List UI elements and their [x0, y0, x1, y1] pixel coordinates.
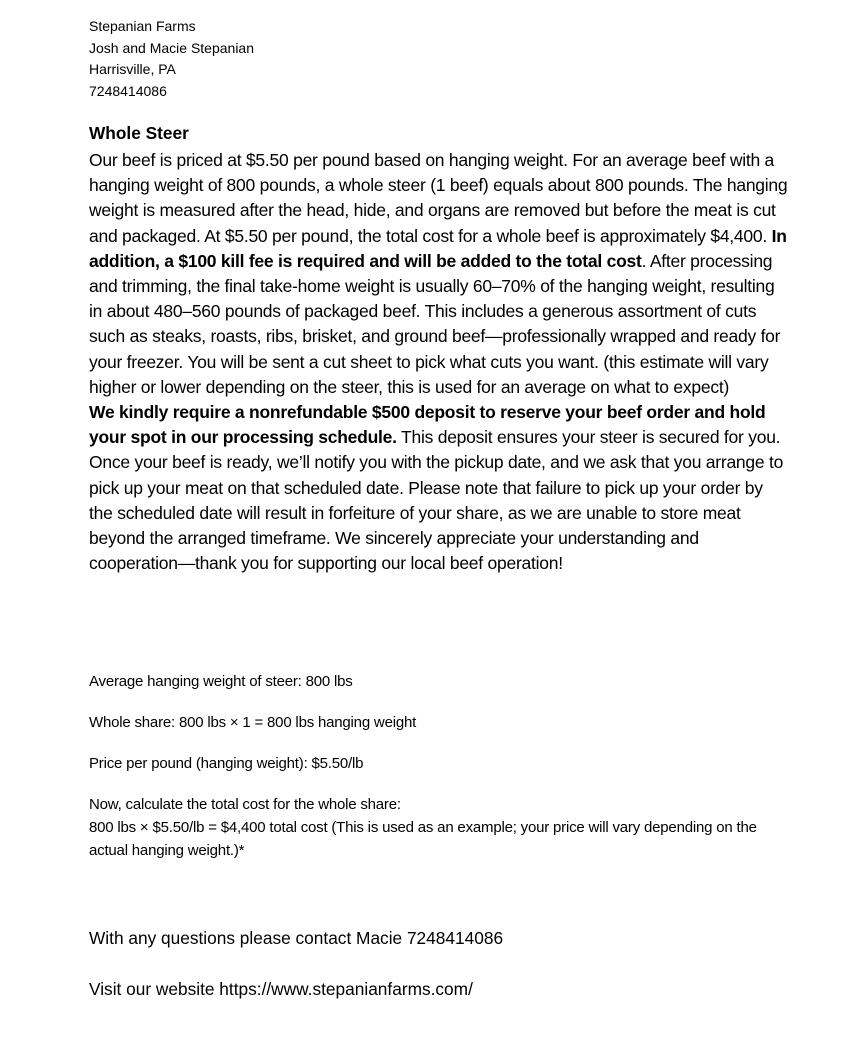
website-line: Visit our website https://www.stepanianfarms.com/: [89, 979, 473, 999]
calc-avg-weight: Average hanging weight of steer: 800 lbs: [89, 673, 353, 690]
pricing-details: . After processing and trimming, the final take-home weight is usually 60–70% of the hanging weight, resulting in about 480–560 pounds of packaged beef. This includes a generous assortment of cuts such as steaks, roasts, ribs, brisket, and ground beef—professionally wrapped and ready for your freezer. You will be sent a cut sheet to pick what cuts you want. (this estimate will vary higher or lower depending on the steer, this is used for an average on what to expect): [89, 250, 781, 397]
owners-name: Josh and Macie Stepanian: [89, 39, 254, 56]
farm-phone: 7248414086: [89, 82, 167, 99]
deposit-notice: We kindly require a nonrefundable $500 deposit to reserve your beef order and hold your spot in our processing schedule.: [89, 402, 766, 448]
pricing-intro: Our beef is priced at $5.50 per pound based on hanging weight. For an average beef with a hanging weight of 800 pounds, a whole steer (1 beef) equals about 800 pounds. The hanging weight is measured after the head, hide, and organs are removed but before the meat is cut and packaged. At $5.50 per pound, the total cost for a whole beef is approximately $4,400.: [89, 150, 788, 246]
contact-line: With any questions please contact Macie 7248414086: [89, 928, 504, 948]
kill-fee-notice: In addition, a $100 kill fee is required and will be added to the total cost: [89, 225, 787, 271]
calc-total-line: 800 lbs × $5.50/lb = $4,400 total cost (This is used as an example; your price will vary depending on the actual hanging weight.)*: [89, 819, 757, 859]
deposit-details: This deposit ensures your steer is secured for you. Once your beef is ready, we’ll notify you with the pickup date, and we ask that you arrange to pick up your meat on that scheduled date. Please note that failure to pick up your order by the scheduled date will result in forfeiture of your share, as we are unable to store meat beyond the arranged timeframe. We sincerely appreciate your understanding and cooperation—thank you for supporting our local beef operation!: [89, 427, 784, 574]
farm-name: Stepanian Farms: [89, 18, 196, 34]
calc-whole-share: Whole share: 800 lbs × 1 = 800 lbs hanging weight: [89, 714, 417, 731]
section-title: Whole Steer: [89, 123, 189, 143]
deposit-paragraph: [89, 400, 789, 576]
farm-location: Harrisville, PA: [89, 61, 176, 77]
address-block: [89, 16, 254, 102]
section-body: [89, 148, 789, 576]
pricing-paragraph: [89, 148, 789, 400]
calc-total-intro: Now, calculate the total cost for the whole share:: [89, 796, 401, 813]
calc-price-per-pound: Price per pound (hanging weight): $5.50/lb: [89, 755, 364, 772]
